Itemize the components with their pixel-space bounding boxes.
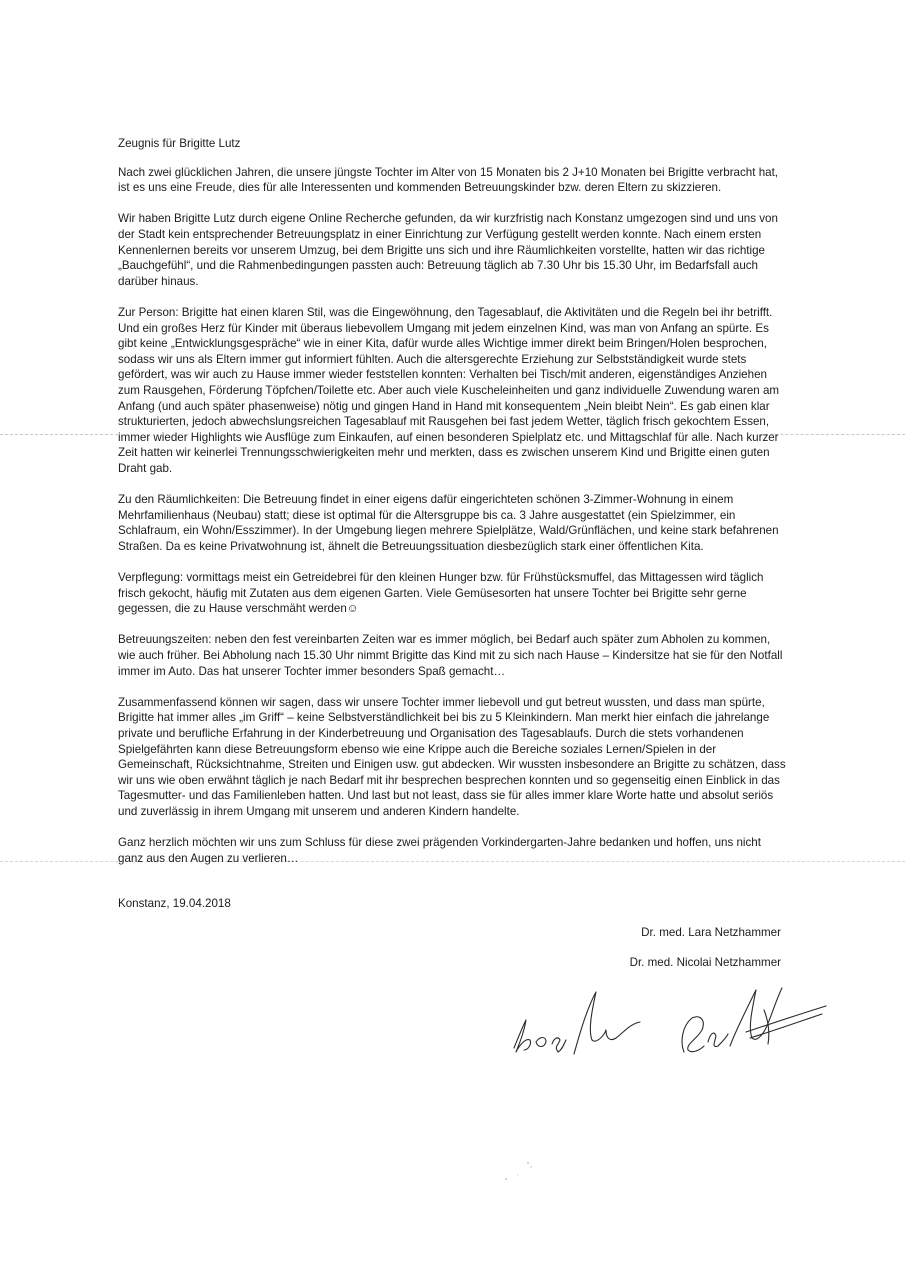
paragraph-summary: Zusammenfassend können wir sagen, dass wir unsere Tochter immer liebevoll und gut betreut wussten, und dass man spürte, Brigitte hat immer alles „im Griff“ – keine Selbstverständlichkeit bei bis zu 5 Kleinkindern. Man merkt hier einfach die jahrelange private und berufliche Erfahrung in der Kinderbetreuung und Organisation des Tagesablaufs. Durch die stets vorhandenen Spielgefährten kann diese Betreuungsform ebenso wie eine Krippe auch die Bereiche soziales Lernen/Spielen in der Gemeinschaft, Rücksichtnahme, Streiten und Einigen usw. gut abdecken. Wir wussten insbesondere an Brigitte zu schätzen, dass wir uns wie oben erwähnt täglich je nach Bedarf mit ihr besprechen besprechen konnten und so gegenseitig einen Einblick in das Tagesmutter- und das Familienleben hatten. Und last but not least, dass sie für alles immer klare Worte hatte und absolut seriös und zuverlässig in ihrem Umgang mit unserem und anderen Kindern handelte. xyxy=(118,695,786,818)
paragraph-meals: Verpflegung: vormittags meist ein Getreidebrei für den kleinen Hunger bzw. für Frühstücksmuffel, das Mittagessen wird täglich frisch gekocht, häufig mit Zutaten aus dem eigenen Garten. Viele Gemüsesorten hat unsere Tochter bei Brigitte sehr gerne gegessen, die zu Hause verschmäht werden☺ xyxy=(118,571,764,616)
place-and-date: Konstanz, 19.04.2018 xyxy=(118,897,231,910)
signer-name: Dr. med. Lara Netzhammer xyxy=(641,926,781,939)
paragraph-person: Zur Person: Brigitte hat einen klaren Stil, was die Eingewöhnung, den Tagesablauf, die Aktivitäten und die Regeln bei ihr betrifft. Und ein großes Herz für Kinder mit überaus liebevollem Umgang mit jedem einzelnen Kind, was man von Anfang an spürte. Es gibt keine „Entwicklungsgespräche“ wie in einer Kita, dafür wurde alles Wichtige immer direkt beim Bringen/Holen besprochen, sodass wir uns als Eltern immer gut informiert fühlten. Auch die altersgerechte Erziehung zur Selbstständigkeit wurde stets gefördert, was wir auch zu Hause immer wieder feststellen konnten: Verhalten bei Tisch/mit anderen, eigenständiges Anziehen zum Rausgehen, Förderung Töpfchen/Toilette etc. Aber auch viele Kuscheleinheiten und ganz individuelle Zuwendung waren am Anfang (und auch später phasenweise) nötig und gingen Hand in Hand mit konsequentem „Nein bleibt Nein“. Es gab einen klar strukturierten, jedoch abwechslungsreichen Tagesablauf mit Rausgehen bei fast jedem Wetter, täglich frisch gekochtem Essen, immer wieder Highlights wie Ausflüge zum Einkaufen, auf einen besonderen Spielplatz etc. und Mittagschlaf für alle. Nach kurzer Zeit hatten wir keinerlei Trennungsschwierigkeiten mehr und merkten, dass es zwischen unserem Kind und Brigitte einen guten Draht gab. xyxy=(118,305,780,475)
handwritten-signatures xyxy=(500,980,830,1070)
paragraph-rooms: Zu den Räumlichkeiten: Die Betreuung findet in einer eigens dafür eingerichteten schönen 3-Zimmer-Wohnung in einem Mehrfamilienhaus (Neubau) statt; diese ist optimal für die Altersgruppe bis ca. 3 Jahre ausgestattet (ein Spielzimmer, ein Schlafraum, ein Wohn/Esszimmer). In der Umgebung liegen mehrere Spielplätze, Wald/Grünflächen, und keine stark befahrenen Straßen. Da es keine Privatwohnung ist, ähnelt die Betreuungssituation diesbezüglich stark einer öffentlichen Kita. xyxy=(118,493,779,553)
signer-name: Dr. med. Nicolai Netzhammer xyxy=(629,956,781,969)
scan-artifact-line xyxy=(0,434,118,435)
letter-body xyxy=(118,136,786,882)
paragraph-hours: Betreuungszeiten: neben den fest vereinbarten Zeiten war es immer möglich, bei Bedarf auch später zum Abholen zu kommen, wie auch früher. Bei Abholung nach 15.30 Uhr nimmt Brigitte das Kind mit zu sich nach Hause – Kindersitze hat sie für den Notfall immer im Auto. Das hat unserer Tochter immer besonders Spaß gemacht… xyxy=(118,633,783,678)
paragraph-closing: Ganz herzlich möchten wir uns zum Schluss für diese zwei prägenden Vorkindergarten-Jahre bedanken und hoffen, uns nicht ganz aus den Augen zu verlieren… xyxy=(118,836,761,865)
paragraph-finding: Wir haben Brigitte Lutz durch eigene Online Recherche gefunden, da wir kurzfristig nach Konstanz umgezogen sind und uns von der Stadt kein entsprechender Betreuungsplatz in einer Einrichtung zur Verfügung gestellt werden konnte. Nach einem ersten Kennenlernen bereits vor unserem Umzug, bei dem Brigitte uns sich und ihre Räumlichkeiten vorstellte, hatten wir das richtige „Bauchgefühl“, und die Rahmenbedingungen passten auch: Betreuung täglich ab 7.30 Uhr bis 15.30 Uhr, im Bedarfsfall auch darüber hinaus. xyxy=(118,212,778,288)
paragraph-intro: Nach zwei glücklichen Jahren, die unsere jüngste Tochter im Alter von 15 Monaten bis 2 J+10 Monaten bei Brigitte verbracht hat, ist es uns eine Freude, dies für alle Interessenten und kommenden Betreuungskinder bzw. deren Eltern zu skizzieren. xyxy=(118,165,779,195)
letter-subject: Zeugnis für Brigitte Lutz xyxy=(118,137,241,150)
scan-specks xyxy=(500,1155,540,1185)
